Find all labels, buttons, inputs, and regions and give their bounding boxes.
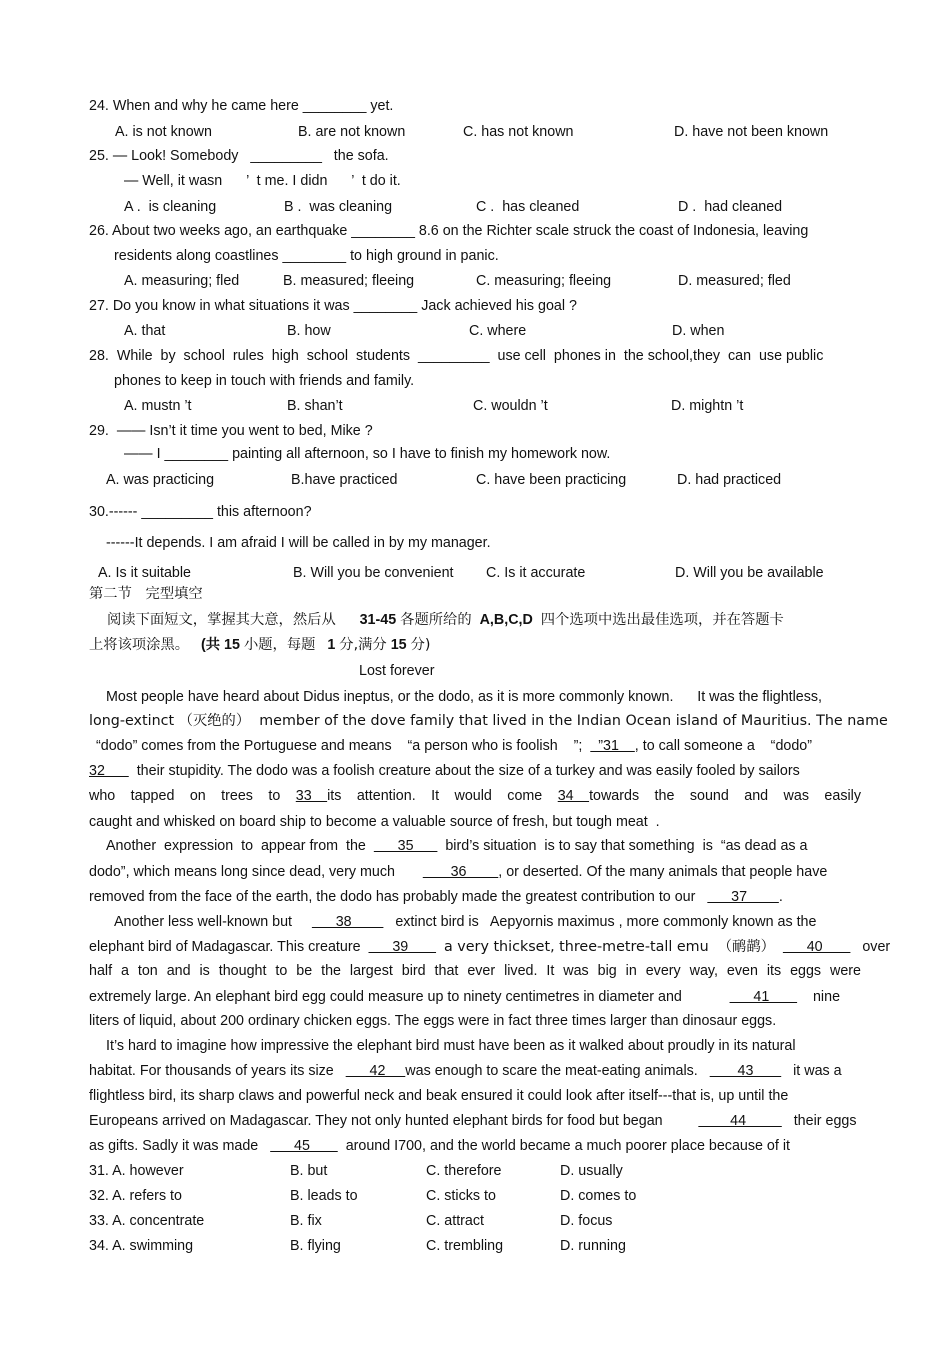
blank-43: 43 <box>709 1063 782 1079</box>
passage-line: extremely large. An elephant bird egg could measure up to ninety centimetres in diameter and 41 nine <box>89 989 841 1005</box>
q30-stem-line1: 30.------ _________ this afternoon? <box>89 504 312 520</box>
passage-line: half a ton and is thought to be the largest bird that ever lived. It was big in every way, even its eggs were <box>89 963 861 979</box>
q28-option-b: B. shan’t <box>287 398 343 414</box>
passage-line: liters of liquid, about 200 ordinary chicken eggs. The eggs were in fact three times larger than dinosaur eggs. <box>89 1013 777 1029</box>
q27-option-c: C. where <box>469 323 527 339</box>
q26-option-b: B. measured; fleeing <box>283 273 415 289</box>
passage-line: dodo”, which means long since dead, very much 36 , or deserted. Of the many animals that people have <box>89 864 828 880</box>
q26-option-a: A. measuring; fled <box>124 273 240 289</box>
passage-line: “dodo” comes from the Portuguese and means “a person who is foolish ”; ”31 , to call someone a “dodo” <box>96 738 813 754</box>
blank-37: 37 <box>707 889 779 905</box>
q28-stem-line2: phones to keep in touch with friends and family. <box>114 373 415 389</box>
q30-option-a: A. Is it suitable <box>98 565 191 581</box>
passage-line: habitat. For thousands of years its size 42 was enough to scare the meat-eating animals. 43 it was a <box>89 1063 842 1079</box>
option-33-b: B. fix <box>290 1213 322 1229</box>
blank-38: 38 <box>311 914 384 930</box>
q24-option-a: A. is not known <box>115 124 212 140</box>
blank-35: 35 <box>373 838 438 854</box>
q25-option-b: B . was cleaning <box>284 199 393 215</box>
option-row-32: 32. A. refers to <box>89 1188 182 1204</box>
q29-option-c: C. have been practicing <box>476 472 627 488</box>
q24-stem: 24. When and why he came here ________ yet. <box>89 98 394 114</box>
q25-stem-line1: 25. — Look! Somebody _________ the sofa. <box>89 148 389 164</box>
q26-stem-line2: residents along coastlines ________ to high ground in panic. <box>114 248 499 264</box>
q29-stem-line1: 29. —— Isn’t it time you went to bed, Mike ? <box>89 423 373 439</box>
q30-option-c: C. Is it accurate <box>486 565 586 581</box>
q28-option-d: D. mightn ’t <box>671 398 744 414</box>
option-row-31: 31. A. however <box>89 1163 184 1179</box>
option-31-c: C. therefore <box>426 1163 502 1179</box>
q24-option-c: C. has not known <box>463 124 574 140</box>
blank-36: 36 <box>422 864 499 880</box>
passage-line: long-extinct （灭绝的） member of the dove family that lived in the Indian Ocean island of Mauritius. The name <box>89 713 888 729</box>
blank-32: 32 <box>89 763 129 779</box>
passage-line: caught and whisked on board ship to become a valuable source of fresh, but tough meat . <box>89 814 660 830</box>
passage-line: Europeans arrived on Madagascar. They not only hunted elephant birds for food but began 44 their eggs <box>89 1113 857 1129</box>
q25-stem-line2: — Well, it wasn ’ t me. I didn ’ t do it. <box>124 173 401 189</box>
passage-line: Another expression to appear from the 35 bird’s situation is to say that something is “as dead as a <box>106 838 808 854</box>
option-row-33: 33. A. concentrate <box>89 1213 205 1229</box>
instructions-line1: 阅读下面短文，掌握其大意，然后从 31-45 各题所给的 A,B,C,D 四个选项中选出最佳选项，并在答题卡 <box>107 612 784 628</box>
q29-option-d: D. had practiced <box>677 472 782 488</box>
blank-45: 45 <box>270 1138 338 1154</box>
q26-stem-line1: 26. About two weeks ago, an earthquake ________ 8.6 on the Richter scale struck the coast of Indonesia, leaving <box>89 223 809 239</box>
q28-stem-line1: 28. While by school rules high school students _________ use cell phones in the school,they can use public <box>89 348 824 364</box>
q30-option-d: D. Will you be available <box>675 565 824 581</box>
option-32-b: B. leads to <box>290 1188 358 1204</box>
q27-option-d: D. when <box>672 323 725 339</box>
q30-stem-line2: ------It depends. I am afraid I will be called in by my manager. <box>106 535 491 551</box>
passage-line: Most people have heard about Didus ineptus, or the dodo, as it is more commonly known. It was the flightless, <box>106 689 823 705</box>
option-32-c: C. sticks to <box>426 1188 496 1204</box>
option-34-c: C. trembling <box>426 1238 504 1254</box>
option-31-d: D. usually <box>560 1163 623 1179</box>
blank-34: 34 <box>557 788 590 804</box>
q27-stem: 27. Do you know in what situations it was ________ Jack achieved his goal ? <box>89 298 577 314</box>
passage-line: who tapped on trees to 33 its attention. It would come 34 towards the sound and was easily <box>89 788 861 804</box>
q27-option-a: A. that <box>124 323 166 339</box>
q29-option-b: B.have practiced <box>291 472 398 488</box>
passage-line: removed from the face of the earth, the dodo has probably made the greatest contribution to our 37 . <box>89 889 783 905</box>
q28-option-c: C. wouldn ’t <box>473 398 548 414</box>
q26-option-d: D. measured; fled <box>678 273 791 289</box>
q25-option-d: D . had cleaned <box>678 199 783 215</box>
blank-40: 40 <box>782 939 851 955</box>
instructions-line2: 上将该项涂黑。 (共 15 小题，每题 1 分,满分 15 分) <box>89 637 431 653</box>
passage-line: elephant bird of Madagascar. This creature 39 a very thickset, three-metre-tall emu （鸸鹋） 40 over <box>89 939 891 955</box>
q29-stem-line2: —— I ________ painting all afternoon, so I have to finish my homework now. <box>124 446 611 462</box>
passage-line: as gifts. Sadly it was made 45 around I700, and the world became a much poorer place because of it <box>89 1138 790 1154</box>
section-heading: 第二节 完型填空 <box>89 586 203 602</box>
passage-line: 32 their stupidity. The dodo was a foolish creature about the size of a turkey and was easily fooled by sailors <box>89 763 800 779</box>
blank-42: 42 <box>345 1063 406 1079</box>
passage-title: Lost forever <box>359 663 435 679</box>
q30-option-b: B. Will you be convenient <box>293 565 454 581</box>
passage-line: flightless bird, its sharp claws and powerful neck and beak ensured it could look after itself---that is, up until the <box>89 1088 789 1104</box>
option-32-d: D. comes to <box>560 1188 637 1204</box>
q26-option-c: C. measuring; fleeing <box>476 273 612 289</box>
blank-41: 41 <box>729 989 798 1005</box>
q27-option-b: B. how <box>287 323 331 339</box>
passage-line: Another less well-known but 38 extinct bird is Aepyornis maximus , more commonly known as the <box>114 914 817 930</box>
blank-33: 33 <box>295 788 328 804</box>
q24-option-d: D. have not been known <box>674 124 829 140</box>
option-34-d: D. running <box>560 1238 626 1254</box>
blank-31: ”31 <box>590 738 635 754</box>
q25-option-c: C . has cleaned <box>476 199 580 215</box>
option-row-34: 34. A. swimming <box>89 1238 194 1254</box>
passage-line: It’s hard to imagine how impressive the elephant bird must have been as it walked about proudly in its natural <box>106 1038 796 1054</box>
q25-option-a: A . is cleaning <box>124 199 217 215</box>
q24-option-b: B. are not known <box>298 124 406 140</box>
blank-39: 39 <box>368 939 437 955</box>
option-31-b: B. but <box>290 1163 328 1179</box>
option-34-b: B. flying <box>290 1238 341 1254</box>
option-33-c: C. attract <box>426 1213 484 1229</box>
q28-option-a: A. mustn ’t <box>124 398 192 414</box>
option-33-d: D. focus <box>560 1213 613 1229</box>
blank-44: 44 <box>698 1113 782 1129</box>
q29-option-a: A. was practicing <box>106 472 215 488</box>
